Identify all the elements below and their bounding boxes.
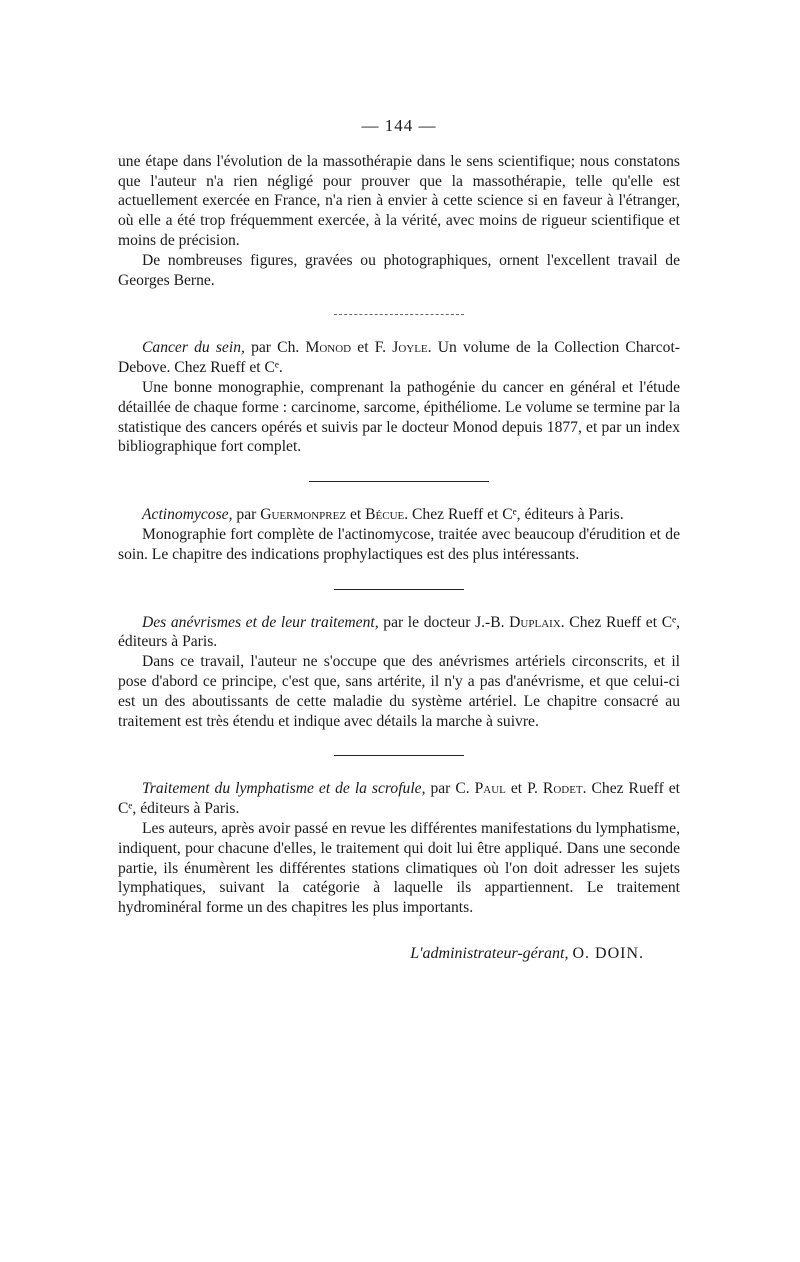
review-author: Guermonprez [260, 506, 347, 524]
review-author: Paul [474, 780, 506, 798]
section-divider [334, 314, 464, 315]
section-divider [334, 755, 464, 756]
review-heading: Des anévrismes et de leur traitement, par le docteur J.-B. Duplaix. Chez Rueff et Cᵉ, éditeurs à Paris. [118, 613, 680, 651]
review-body: Dans ce travail, l'auteur ne s'occupe que des anévrismes artériels circonscrits, et il pose d'abord ce principe, c'est que, sans artérite, il n'y a pas d'anévrisme, et que celui-ci est un des aboutissants de cette maladie du système artériel. Le chapitre consacré au traitement est très étendu et indique avec détails la marche à suivre. [118, 653, 680, 730]
signature-name: O. DOIN. [572, 944, 644, 962]
review-entry [118, 613, 680, 732]
section-divider [334, 589, 464, 590]
review-entry [118, 779, 680, 918]
review-title: Actinomycose, [142, 506, 233, 524]
review-heading: Actinomycose, par Guermonprez et Bécue. Chez Rueff et Cᵉ, éditeurs à Paris. [142, 506, 624, 524]
review-author: Bécue [365, 506, 405, 524]
review-title: Traitement du lymphatisme et de la scrofule, [142, 780, 426, 798]
continuation-paragraph-figures: De nombreuses figures, gravées ou photographiques, ornent l'excellent travail de Georges Berne. [118, 251, 680, 289]
review-author: Joyle [392, 339, 428, 357]
review-body: Monographie fort complète de l'actinomycose, traitée avec beaucoup d'érudition et de soin. Le chapitre des indications prophylactiques est des plus intéressants. [118, 525, 680, 563]
section-divider [309, 481, 489, 482]
page-number: — 144 — [361, 116, 437, 135]
review-author: Duplaix [509, 613, 561, 631]
review-title: Cancer du sein, [142, 339, 245, 357]
signature-line [118, 944, 680, 964]
review-heading: Cancer du sein, par Ch. Monod et F. Joyle. Un volume de la Collection Charcot-Debove. Chez Rueff et Cᵉ. [118, 339, 680, 377]
review-entry [118, 338, 680, 457]
review-body: Une bonne monographie, comprenant la pathogénie du cancer en général et l'étude détaillée de chaque forme : carcinome, sarcome, épithéliome. Le volume se termine par la statistique des cancers opérés et suivis par le docteur Monod depuis 1877, et par un index bibliographique fort complet. [118, 378, 680, 456]
review-entry [118, 505, 680, 564]
review-author: Monod [305, 339, 352, 357]
review-title: Des anévrismes et de leur traitement, [142, 613, 379, 631]
review-body: Les auteurs, après avoir passé en revue les différentes manifestations du lymphatisme, indiquent, pour chacune d'elles, le traitement qui doit lui être appliqué. Dans une seconde partie, ils énumèrent les différentes stations climatiques où l'on doit adresser les sujets lymphatiques, suivant la catégorie à laquelle ils appartiennent. Le traitement hydrominéral forme un des chapitres les plus importants. [118, 819, 680, 917]
signature-role: L'administrateur-gérant, [410, 944, 569, 962]
book-page [118, 116, 680, 964]
continuation-paragraph: une étape dans l'évolution de la massothérapie dans le sens scientifique; nous constatons que l'auteur n'a rien négligé pour prouver que la massothérapie, telle qu'elle est actuellement exercée en France, n'a rien à envier à cette science si en faveur à l'étranger, où elle a été trop fréquemment exercée, à la vérité, avec moins de rigueur scientifique et moins de précision. [118, 152, 680, 249]
review-author: Rodet [542, 780, 583, 798]
review-heading: Traitement du lymphatisme et de la scrofule, par C. Paul et P. Rodet. Chez Rueff et Cᵉ, éditeurs à Paris. [118, 780, 680, 818]
